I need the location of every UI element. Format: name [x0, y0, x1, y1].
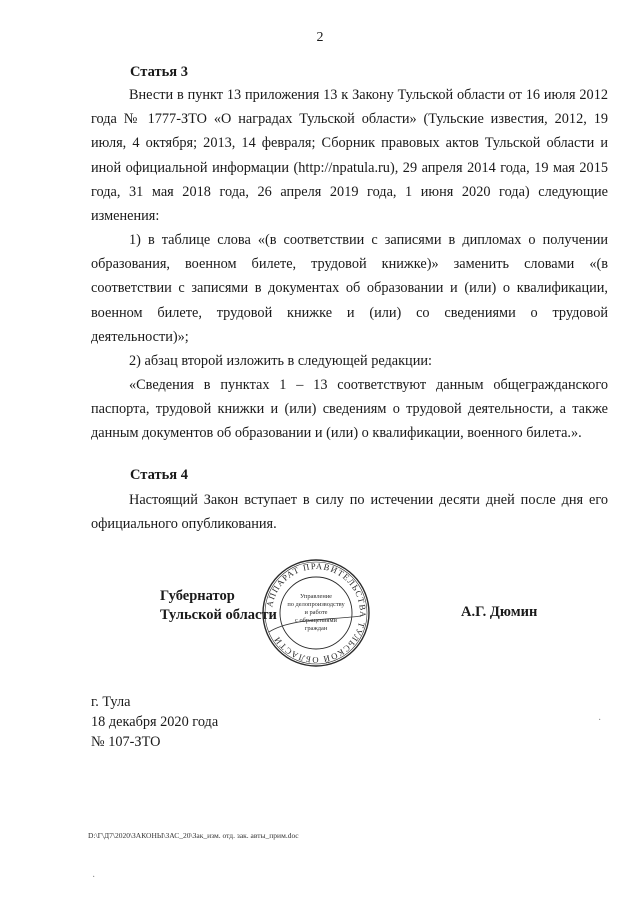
article-3-paragraph-3: 2) абзац второй изложить в следующей редакции:	[129, 353, 432, 369]
date: 18 декабря 2020 года	[91, 714, 219, 730]
stamp-inner-line-1: Управление	[299, 593, 333, 600]
signature-title-line-2: Тульской области	[160, 607, 277, 623]
margin-dot: ·	[92, 872, 96, 883]
official-stamp	[261, 558, 371, 668]
stamp-inner-line-5: граждан	[304, 625, 328, 632]
stamp-inner-line-2: по делопроизводству	[287, 601, 345, 608]
stamp-inner-line-4: с обращениями	[295, 617, 337, 624]
stamp-ring-text: АППАРАТ ПРАВИТЕЛЬСТВА ТУЛЬСКОЙ ОБЛАСТИ	[264, 560, 369, 666]
article-4-paragraph-1: Настоящий Закон вступает в силу по истечении десяти дней после дня его официального опубликования.	[91, 492, 608, 533]
article-3-paragraph-4: «Сведения в пунктах 1 – 13 соответствуют данным общегражданского паспорта, трудовой книжки и (или) сведениям о трудовой деятельности, а также данным документов об образовании и (или) о квалификации, военного билета.».	[91, 377, 608, 442]
signature-title-line-1: Губернатор	[160, 588, 235, 604]
article-3-paragraph-1: Внести в пункт 13 приложения 13 к Закону Тульской области от 16 июля 2012 года № 1777-ЗТО «О наградах Тульской области» (Тульские известия, 2012, 19 июля, 4 октября; 2013, 14 февраля; Сборник правовых актов Тульской области и иной официальной информации (http://npatula.ru), 29 апреля 2014 года, 19 мая 2015 года, 31 мая 2018 года, 26 апреля 2019 года, 1 июня 2020 года) следующие изменения:	[91, 87, 608, 225]
city: г. Тула	[91, 694, 131, 710]
article-3-paragraph-2: 1) в таблице слова «(в соответствии с записями в дипломах о получении образования, военном билете, трудовой книжке)» заменить словами «(в соответствии с записями в документах об образовании и (или) о квалификации, военном билете, трудовой книжке и (или) со сведениями о трудовой деятельности)»;	[91, 232, 608, 345]
law-number: № 107-ЗТО	[91, 734, 161, 750]
page-number: 2	[316, 30, 324, 45]
article-4-heading: Статья 4	[130, 467, 188, 483]
stamp-inner-line-3: и работе	[304, 609, 328, 616]
margin-dot: ·	[598, 715, 602, 726]
place-date-block	[91, 692, 218, 752]
signature-name: А.Г. Дюмин	[461, 604, 538, 620]
article-3-heading: Статья 3	[130, 64, 188, 80]
file-path: D:\Г\Д7\2020\ЗАКОНЫ\ЗАС_20\Зак_изм. отд. зак. авты_прим.doc	[88, 831, 299, 840]
